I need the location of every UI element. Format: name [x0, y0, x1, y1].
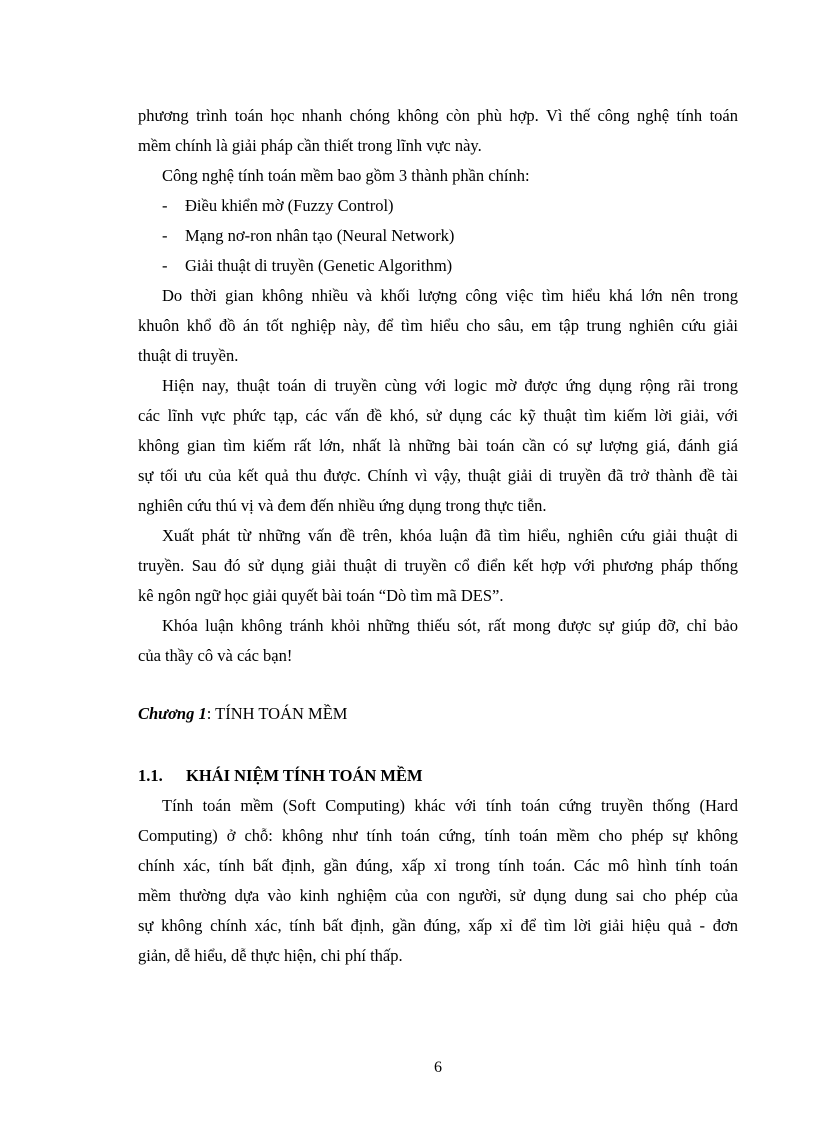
paragraph-line: Công nghệ tính toán mềm bao gồm 3 thành phần chính:: [162, 166, 530, 185]
list-item: [162, 226, 454, 246]
paragraph-line: chính xác, tính bất định, gần đúng, xấp xỉ trong tính toán. Các mô hình tính toán: [138, 856, 738, 875]
page-number: 6: [434, 1059, 442, 1076]
list-item: [162, 256, 452, 276]
paragraph-line: Computing) ở chỗ: không như tính toán cứng, tính toán mềm cho phép sự không: [138, 826, 738, 845]
section-number: 1.1.: [138, 766, 163, 785]
paragraph-line: sự tối ưu của kết quả thu được. Chính vì vậy, thuật giải di truyền đã trở thành đề tài: [138, 466, 738, 485]
paragraph-line: giản, dễ hiểu, dễ thực hiện, chi phí thấp.: [138, 946, 403, 965]
paragraph-line: mềm thường dựa vào kinh nghiệm của con người, sử dụng dung sai cho phép của: [138, 886, 738, 905]
paragraph-line: Do thời gian không nhiều và khối lượng công việc tìm hiểu khá lớn nên trong: [162, 286, 738, 305]
chapter-title: TÍNH TOÁN MỀM: [215, 704, 348, 723]
paragraph-line: thuật di truyền.: [138, 346, 239, 365]
list-item: [162, 196, 394, 216]
paragraph-line: không gian tìm kiếm rất lớn, nhất là những bài toán cần có sự lượng giá, đánh giá: [138, 436, 738, 455]
bullet-dash: -: [162, 196, 168, 215]
paragraph-line: nghiên cứu thú vị và đem đến nhiều ứng dụng trong thực tiễn.: [138, 496, 547, 515]
chapter-separator: :: [206, 704, 216, 723]
paragraph-line: truyền. Sau đó sử dụng giải thuật di truyền cổ điển kết hợp với phương pháp thống: [138, 556, 738, 575]
bullet-dash: -: [162, 256, 168, 275]
section-title: KHÁI NIỆM TÍNH TOÁN MỀM: [186, 766, 423, 785]
paragraph-line: phương trình toán học nhanh chóng không còn phù hợp. Vì thế công nghệ tính toán: [138, 106, 738, 125]
paragraph-line: Xuất phát từ những vấn đề trên, khóa luận đã tìm hiểu, nghiên cứu giải thuật di: [162, 526, 738, 545]
paragraph-line: các lĩnh vực phức tạp, các vấn đề khó, sử dụng các kỹ thuật tìm kiếm lời giải, với: [138, 406, 738, 425]
paragraph-line: kê ngôn ngữ học giải quyết bài toán “Dò tìm mã DES”.: [138, 586, 504, 605]
paragraph-line: Khóa luận không tránh khỏi những thiếu sót, rất mong được sự giúp đỡ, chỉ bảo: [162, 616, 738, 635]
paragraph-line: của thầy cô và các bạn!: [138, 646, 293, 665]
paragraph-line: khuôn khổ đồ án tốt nghiệp này, để tìm hiểu cho sâu, em tập trung nghiên cứu giải: [138, 316, 738, 335]
list-item-text: Điều khiển mờ (Fuzzy Control): [185, 196, 394, 215]
chapter-heading: [138, 704, 347, 724]
list-item-text: Giải thuật di truyền (Genetic Algorithm): [185, 256, 453, 275]
bullet-dash: -: [162, 226, 168, 245]
paragraph-line: Hiện nay, thuật toán di truyền cùng với logic mờ được ứng dụng rộng rãi trong: [162, 376, 738, 395]
list-item-text: Mạng nơ-ron nhân tạo (Neural Network): [185, 226, 455, 245]
section-heading: [138, 766, 423, 786]
paragraph-line: mềm chính là giải pháp cần thiết trong lĩnh vực này.: [138, 136, 482, 155]
chapter-label: Chương 1: [138, 704, 207, 723]
paragraph-line: Tính toán mềm (Soft Computing) khác với tính toán cứng truyền thống (Hard: [162, 796, 738, 815]
paragraph-line: sự không chính xác, tính bất định, gần đúng, xấp xỉ để tìm lời giải hiệu quả - đơn: [138, 916, 738, 935]
